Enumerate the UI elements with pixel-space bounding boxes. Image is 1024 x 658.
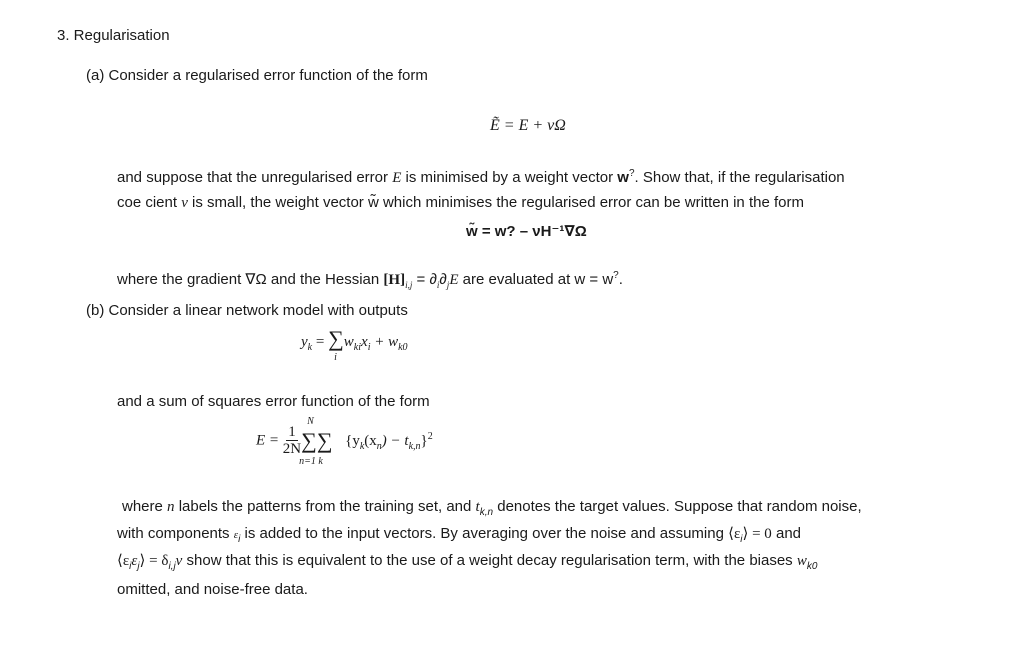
noise-paragraph-line1: where n labels the patterns from the training set, and $t_{k,n}$ denotes the target values. Suppose that random noise, <box>122 498 862 518</box>
equation-sum-squares: E = $\frac{1}{2N}$ N ∑∑ n=1 k $\{y_k(x_n) - t_{k,n}\}^2$ <box>256 416 433 467</box>
sum-squares-intro: and a sum of squares error function of the form <box>117 393 430 410</box>
noise-paragraph-line3: $⟨\varepsilon_i\varepsilon_j⟩ = \delta_{i,j}\nu$ show that this is equivalent to the use of a weight decay regularisation term, with the biases $w_{k0}$ <box>117 552 818 572</box>
noise-paragraph-line2: with components $\varepsilon_i$ is added to the input vectors. By averaging over the noise and assuming $⟨\varepsilon_i⟩ = 0$ and <box>117 525 802 545</box>
part-b-intro: (b) Consider a linear network model with outputs <box>86 302 408 319</box>
part-a-intro: (a) Consider a regularised error function of the form <box>86 67 428 84</box>
noise-paragraph-line4: omitted, and noise-free data. <box>117 581 308 598</box>
equation-regularised-error: Ẽ = E + νΩ <box>490 117 566 134</box>
part-a-line1: and suppose that the unregularised error E is minimised by a weight vector w?. Show that, if the regularisation <box>117 168 845 186</box>
equation-weight-update: w̃ = w? – νH⁻¹∇Ω <box>466 223 587 240</box>
section-title: 3. Regularisation <box>57 27 170 44</box>
part-a-line2: coe cient ν is small, the weight vector w̃ which minimises the regularised error can be written in the form <box>117 194 804 211</box>
equation-linear-model: $y_k$ = ∑ i $w_{ki}x_i + w_{k0}$ <box>301 326 408 363</box>
part-a-line3: where the gradient ∇Ω and the Hessian $[H]_{i,j} = \partial_i\partial_jE$ are evaluated at w = w?. <box>117 270 623 290</box>
